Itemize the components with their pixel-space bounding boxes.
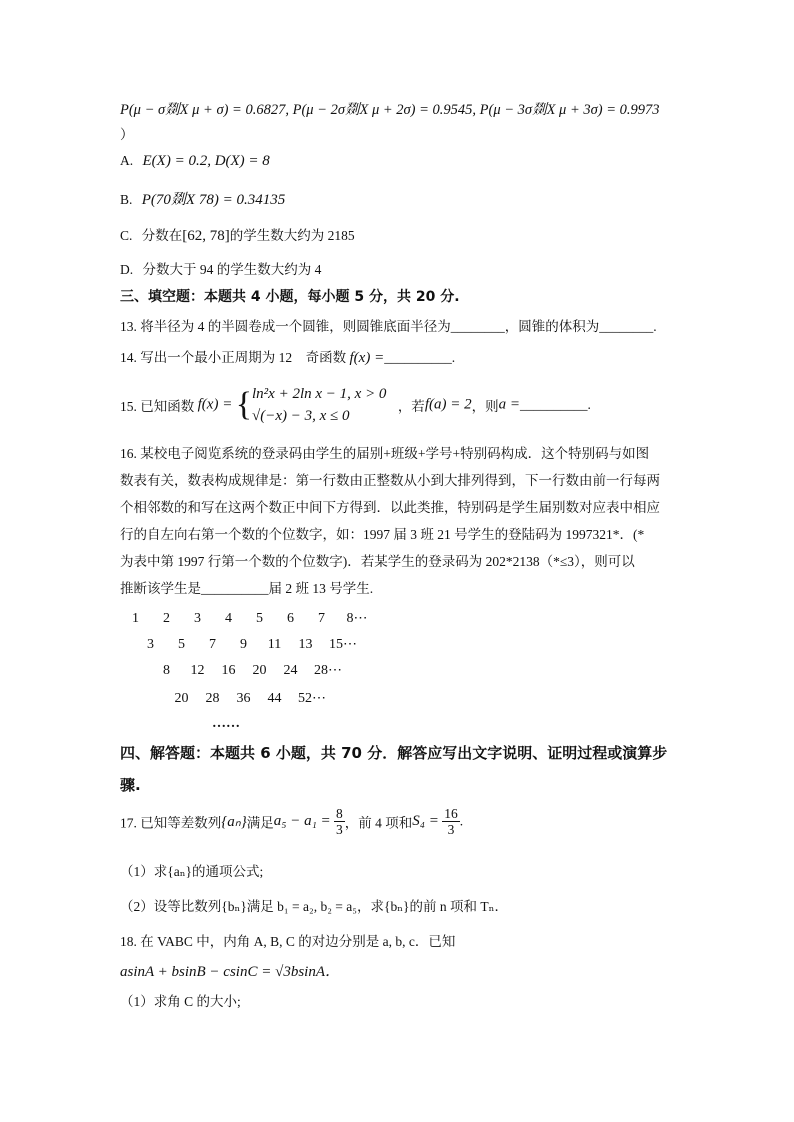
denominator: 3 (447, 822, 455, 837)
table-cell: 2 (163, 611, 170, 626)
q15-cond: f(a) = 2 (424, 396, 472, 413)
table-cell: 6 (287, 611, 294, 626)
q15 (120, 383, 591, 433)
q17-frac-2 (442, 806, 460, 837)
q15-mid2: ，则 (471, 399, 499, 414)
option-label: C. (120, 228, 133, 243)
q18-part-1: （1）求角 C 的大小; (120, 994, 241, 1009)
table-cell: 7 (209, 637, 216, 652)
table-cell: 3 (147, 637, 154, 652)
q16-line: 行的自左向右第一个数的个位数字，如：1997 届 3 班 21 号学生的登陆码为 1997321*．(* (120, 527, 645, 542)
table-cell: 44 (267, 691, 282, 706)
table-row (151, 662, 350, 679)
option-label: B. (120, 192, 133, 207)
q15-func: f(x) = (197, 396, 233, 413)
q12-close-paren: ） (120, 127, 134, 142)
q14-func: f(x) = (349, 350, 385, 366)
table-cell: 28⋯ (314, 663, 342, 678)
q17-end: . (459, 813, 464, 829)
q13-text: 13. 将半径为 4 的半圆卷成一个圆锥，则圆锥底面半径为________，圆锥的体积为________. (120, 319, 657, 334)
q16-line: 为表中第 1997 行第一个数的个位数字)．若某学生的登录码为 202*2138（*≤3），则可以 (120, 554, 635, 569)
table-row (212, 716, 240, 732)
q17-prefix: 17. 已知等差数列 (120, 815, 222, 831)
q17-frac-1 (334, 806, 345, 837)
table-cell: 52⋯ (298, 691, 326, 706)
table-cell: 16 (221, 663, 236, 678)
table-cell: 24 (283, 663, 298, 678)
q17-part-2: （2）设等比数列{bₙ}满足 b₁ = a₂, b₂ = a₅，求{bₙ}的前 n 项和 Tₙ． (120, 899, 508, 914)
table-cell: 11 (267, 637, 282, 652)
table-cell: 8⋯ (346, 611, 368, 626)
option-suffix: 的学生数大约为 2185 (229, 228, 355, 243)
q17-mid2: ，前 4 项和 (344, 815, 413, 831)
option-text: P(70剟X 78) = 0.34135 (141, 192, 286, 208)
q14-blank: __________. (384, 350, 456, 365)
table-cell: 4 (225, 611, 232, 626)
table-cell: 1 (132, 611, 139, 626)
q17 (120, 806, 463, 846)
q15-case-1: ln²x + 2ln x − 1, x > 0 (252, 386, 387, 402)
denominator: 3 (336, 822, 343, 837)
q15-blank: __________. (519, 397, 591, 412)
table-cell: …… (212, 716, 240, 731)
q15-prefix: 15. 已知函数 (120, 399, 195, 414)
q16-line: 推断该学生是__________届 2 班 13 号学生. (120, 581, 374, 596)
option-label: A. (120, 153, 134, 168)
number-triangle-table (120, 610, 380, 735)
option-text: E(X) = 0.2, D(X) = 8 (142, 153, 270, 169)
q18-line-1: 18. 在 VABC 中，内角 A, B, C 的对边分别是 a, b, c．已知 (120, 934, 456, 949)
table-cell: 9 (240, 637, 247, 652)
table-cell: 13 (298, 637, 313, 652)
q17-cond2: S₄ = (412, 813, 439, 829)
option-prefix: 分数在 (141, 228, 183, 243)
q16-line: 数表有关，数表构成规律是：第一行数由正整数从小到大排列得到，下一行数由前一行每两 (120, 473, 660, 488)
q15-cases (252, 383, 386, 427)
left-brace-icon: { (235, 386, 253, 423)
section-4-title-line-2: 骤. (120, 776, 141, 794)
section-3-title: 三、填空题：本题共 4 小题，每小题 5 分，共 20 分. (120, 289, 460, 305)
q16-line: 个相邻数的和写在这两个数正中间下方得到．以此类推，特别码是学生届别数对应表中相应 (120, 500, 660, 515)
q17-seq: {aₙ} (221, 814, 247, 830)
q17-part-1: （1）求{aₙ}的通项公式; (120, 864, 264, 879)
option-text: 分数大于 94 的学生数大约为 4 (142, 262, 322, 277)
table-row (166, 690, 334, 707)
table-row (120, 610, 377, 627)
table-cell: 28 (205, 691, 220, 706)
option-label: D. (120, 262, 134, 277)
table-cell: 5 (256, 611, 263, 626)
table-cell: 36 (236, 691, 251, 706)
table-cell: 15⋯ (329, 637, 357, 652)
q16-text (120, 440, 680, 602)
q12-option-b (120, 188, 285, 209)
q12-option-a (120, 153, 270, 170)
table-cell: 12 (190, 663, 205, 678)
q17-cond1: a₅ − a₁ = (273, 813, 331, 829)
q18-line-2: asinA + bsinB − csinC = √3bsinA． (120, 964, 340, 980)
option-interval: [62, 78] (182, 228, 230, 244)
q12-formula: P(μ − σ剟X μ + σ) = 0.6827, P(μ − 2σ剟X μ + 2σ) = 0.9545, P(μ − 3σ剟X μ + 3σ) = 0.9973 (120, 102, 660, 118)
q15-var: a = (498, 396, 520, 413)
q17-mid: 满足 (246, 815, 274, 831)
q15-mid: ，若 (397, 399, 425, 414)
table-row (135, 636, 365, 653)
q16-line: 16. 某校电子阅览系统的登录码由学生的届别+班级+学号+特别码构成．这个特别码与如图 (120, 446, 650, 461)
q12-option-d (120, 258, 321, 278)
table-cell: 20 (252, 663, 267, 678)
section-4-title-line-1: 四、解答题：本题共 6 小题，共 70 分．解答应写出文字说明、证明过程或演算步 (120, 744, 668, 762)
table-cell: 20 (174, 691, 189, 706)
numerator: 16 (444, 806, 458, 821)
numerator: 8 (336, 806, 343, 821)
table-cell: 3 (194, 611, 201, 626)
q12-option-c (120, 224, 355, 245)
q14-prefix: 14. 写出一个最小正周期为 12 奇函数 (120, 350, 347, 365)
q14 (120, 346, 455, 367)
table-cell: 7 (318, 611, 325, 626)
q15-case-2: √(−x) − 3, x ≤ 0 (252, 408, 350, 424)
table-cell: 5 (178, 637, 185, 652)
table-cell: 8 (163, 663, 170, 678)
